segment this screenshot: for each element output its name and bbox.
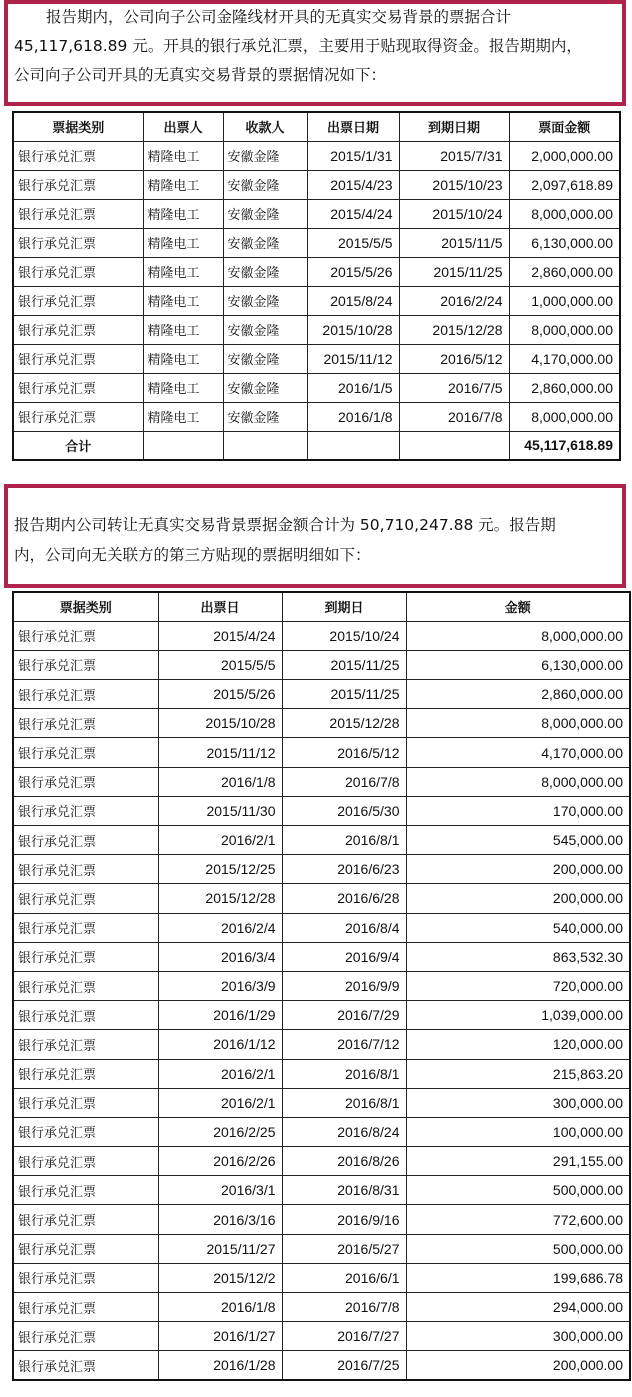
- table-cell: 银行承兑汇票: [13, 1234, 158, 1263]
- table-cell: 2016/8/31: [282, 1176, 406, 1205]
- table-cell: 2015/11/12: [307, 344, 399, 373]
- table-cell: 8,000,000.00: [509, 315, 620, 344]
- table-row: [13, 1351, 630, 1380]
- section1-paragraph: [14, 3, 618, 90]
- table-cell: 银行承兑汇票: [13, 1176, 158, 1205]
- table-row: [13, 884, 630, 913]
- table-cell: 200,000.00: [406, 884, 630, 913]
- table-row: [13, 621, 630, 650]
- table-cell: 772,600.00: [406, 1205, 630, 1234]
- table-cell: 2015/5/5: [158, 650, 282, 679]
- table-cell: 银行承兑汇票: [13, 1147, 158, 1176]
- table-cell: 安徽金隆: [223, 257, 307, 286]
- table-cell: 2015/11/12: [158, 738, 282, 767]
- table-cell: 安徽金隆: [223, 141, 307, 170]
- table-cell: 2016/2/25: [158, 1117, 282, 1146]
- table-cell: 精隆电工: [143, 257, 223, 286]
- table-cell: 银行承兑汇票: [13, 738, 158, 767]
- table-cell: 银行承兑汇票: [13, 942, 158, 971]
- table-cell: 8,000,000.00: [509, 199, 620, 228]
- table-cell: 2016/3/1: [158, 1176, 282, 1205]
- table-cell: 2015/10/23: [399, 170, 509, 199]
- table-cell: 银行承兑汇票: [13, 228, 143, 257]
- table-cell: 2016/7/27: [282, 1322, 406, 1351]
- table-cell: 银行承兑汇票: [13, 402, 143, 431]
- table-cell: 银行承兑汇票: [13, 257, 143, 286]
- table-row: [13, 170, 620, 199]
- table-cell: 500,000.00: [406, 1176, 630, 1205]
- section1-line1: 报告期内，公司向子公司金隆线材开具的无真实交易背景的票据合计: [46, 8, 512, 26]
- table-cell: 精隆电工: [143, 344, 223, 373]
- table-row: [13, 855, 630, 884]
- table-cell: 银行承兑汇票: [13, 680, 158, 709]
- table-cell: 安徽金隆: [223, 315, 307, 344]
- table-cell: 2016/6/1: [282, 1263, 406, 1292]
- table-cell: 2016/9/9: [282, 971, 406, 1000]
- table-cell: 安徽金隆: [223, 286, 307, 315]
- table-cell: 安徽金隆: [223, 170, 307, 199]
- table-cell: 2015/11/25: [282, 650, 406, 679]
- table-row: [13, 1176, 630, 1205]
- table-cell: 精隆电工: [143, 228, 223, 257]
- col-header-payee: 收款人: [223, 112, 307, 141]
- table-cell: 2016/8/4: [282, 913, 406, 942]
- table-cell: 2016/7/8: [399, 402, 509, 431]
- table-cell: 银行承兑汇票: [13, 1117, 158, 1146]
- table-cell: 2015/4/23: [307, 170, 399, 199]
- table-cell: 2015/11/25: [282, 680, 406, 709]
- table-cell: 银行承兑汇票: [13, 709, 158, 738]
- table-cell: 2015/5/26: [307, 257, 399, 286]
- section1-line2: 45,117,618.89 元。开具的银行承兑汇票，主要用于贴现取得资金。报告期期内，: [14, 37, 582, 55]
- table-cell: 2016/1/8: [158, 1293, 282, 1322]
- table-cell: 银行承兑汇票: [13, 650, 158, 679]
- table-cell: 294,000.00: [406, 1293, 630, 1322]
- table-cell: 2016/6/28: [282, 884, 406, 913]
- table-cell: 2015/7/31: [399, 141, 509, 170]
- table-cell: 2016/5/27: [282, 1234, 406, 1263]
- table-cell: 2016/1/8: [307, 402, 399, 431]
- table-row: [13, 257, 620, 286]
- table-cell: 银行承兑汇票: [13, 767, 158, 796]
- table-cell: 8,000,000.00: [509, 402, 620, 431]
- table-cell: 2016/8/24: [282, 1117, 406, 1146]
- table-header-row: [13, 592, 630, 621]
- table-cell: 银行承兑汇票: [13, 170, 143, 199]
- section2-paragraph: [14, 510, 618, 570]
- table-total-row: [13, 431, 620, 460]
- table-row: [13, 796, 630, 825]
- table-cell: 2016/2/1: [158, 826, 282, 855]
- table-cell: 2,860,000.00: [509, 257, 620, 286]
- table-row: [13, 1205, 630, 1234]
- table-cell: 安徽金隆: [223, 199, 307, 228]
- table-cell: 银行承兑汇票: [13, 1322, 158, 1351]
- table-cell: 2016/5/30: [282, 796, 406, 825]
- table-cell: 安徽金隆: [223, 228, 307, 257]
- table-cell: 2015/10/28: [158, 709, 282, 738]
- table-cell: 银行承兑汇票: [13, 855, 158, 884]
- table-row: [13, 650, 630, 679]
- table-cell: 2016/7/8: [282, 767, 406, 796]
- table-cell: 2016/1/29: [158, 1001, 282, 1030]
- table-cell: 6,130,000.00: [406, 650, 630, 679]
- table-cell: 2016/1/5: [307, 373, 399, 402]
- table-cell: 银行承兑汇票: [13, 373, 143, 402]
- col-header-amount: 金额: [406, 592, 630, 621]
- table-cell: 安徽金隆: [223, 373, 307, 402]
- table-cell: 100,000.00: [406, 1117, 630, 1146]
- table-row: [13, 709, 630, 738]
- table-cell: 银行承兑汇票: [13, 1088, 158, 1117]
- table-cell: 215,863.20: [406, 1059, 630, 1088]
- table-cell: 2016/8/1: [282, 1088, 406, 1117]
- table-cell: 2016/1/8: [158, 767, 282, 796]
- table-cell: 安徽金隆: [223, 344, 307, 373]
- table-cell: 2016/2/24: [399, 286, 509, 315]
- table-cell: 2016/8/26: [282, 1147, 406, 1176]
- col-header-issue-date: 出票日期: [307, 112, 399, 141]
- table-cell: 6,130,000.00: [509, 228, 620, 257]
- table-cell: 500,000.00: [406, 1234, 630, 1263]
- table-cell: 2015/12/28: [158, 884, 282, 913]
- col-header-face-amount: 票面金额: [509, 112, 620, 141]
- table-cell: 银行承兑汇票: [13, 826, 158, 855]
- table-cell: 120,000.00: [406, 1030, 630, 1059]
- table-cell: 2016/7/8: [282, 1293, 406, 1322]
- table-cell: 2016/6/23: [282, 855, 406, 884]
- col-header-bill-type: 票据类别: [13, 112, 143, 141]
- bill-issuance-table: [12, 111, 621, 461]
- table-cell: 2016/5/12: [282, 738, 406, 767]
- table-row: [13, 199, 620, 228]
- table-row: [13, 913, 630, 942]
- table-row: [13, 1059, 630, 1088]
- table-row: [13, 315, 620, 344]
- table-cell: 2,097,618.89: [509, 170, 620, 199]
- table-row: [13, 767, 630, 796]
- table-cell: 8,000,000.00: [406, 621, 630, 650]
- table-cell: 银行承兑汇票: [13, 1293, 158, 1322]
- table-cell: 2016/3/9: [158, 971, 282, 1000]
- table-cell: 银行承兑汇票: [13, 1001, 158, 1030]
- table-row: [13, 344, 620, 373]
- table-cell: 精隆电工: [143, 170, 223, 199]
- table-cell: 精隆电工: [143, 199, 223, 228]
- table-cell: 1,000,000.00: [509, 286, 620, 315]
- section1-line3: 公司向子公司开具的无真实交易背景的票据情况如下：: [14, 66, 387, 84]
- table-cell: 2016/2/26: [158, 1147, 282, 1176]
- table-cell: 2015/1/31: [307, 141, 399, 170]
- table-cell: 2015/4/24: [158, 621, 282, 650]
- table-cell: 2016/2/1: [158, 1088, 282, 1117]
- table-cell: 银行承兑汇票: [13, 1263, 158, 1292]
- table-cell: 545,000.00: [406, 826, 630, 855]
- table-cell: 199,686.78: [406, 1263, 630, 1292]
- table-cell: 银行承兑汇票: [13, 1059, 158, 1088]
- table-cell: 2016/7/29: [282, 1001, 406, 1030]
- table-cell: 2015/5/5: [307, 228, 399, 257]
- table-cell: 精隆电工: [143, 315, 223, 344]
- table-cell: 2016/9/16: [282, 1205, 406, 1234]
- col-header-due-date: 到期日期: [399, 112, 509, 141]
- table-cell: 2016/7/25: [282, 1351, 406, 1380]
- table-cell: 2015/12/2: [158, 1263, 282, 1292]
- table-cell: 银行承兑汇票: [13, 971, 158, 1000]
- table-cell: 2015/11/27: [158, 1234, 282, 1263]
- table-row: [13, 1293, 630, 1322]
- table-cell: 精隆电工: [143, 286, 223, 315]
- table-cell: 银行承兑汇票: [13, 884, 158, 913]
- empty-cell: [399, 431, 509, 460]
- table-cell: 720,000.00: [406, 971, 630, 1000]
- table-row: [13, 373, 620, 402]
- empty-cell: [307, 431, 399, 460]
- table-cell: 4,170,000.00: [406, 738, 630, 767]
- table-row: [13, 1030, 630, 1059]
- table-row: [13, 942, 630, 971]
- table-cell: 2016/5/12: [399, 344, 509, 373]
- table-row: [13, 1088, 630, 1117]
- table-cell: 银行承兑汇票: [13, 1030, 158, 1059]
- table-cell: 200,000.00: [406, 855, 630, 884]
- table-cell: 2,860,000.00: [406, 680, 630, 709]
- empty-cell: [143, 431, 223, 460]
- table-cell: 291,155.00: [406, 1147, 630, 1176]
- table-row: [13, 228, 620, 257]
- table-header-row: [13, 112, 620, 141]
- table-cell: 银行承兑汇票: [13, 796, 158, 825]
- table-cell: 8,000,000.00: [406, 709, 630, 738]
- table-cell: 4,170,000.00: [509, 344, 620, 373]
- table-row: [13, 1117, 630, 1146]
- table-cell: 2016/3/16: [158, 1205, 282, 1234]
- table-cell: 2016/1/28: [158, 1351, 282, 1380]
- table-cell: 2,000,000.00: [509, 141, 620, 170]
- table-row: [13, 1001, 630, 1030]
- table-cell: 银行承兑汇票: [13, 621, 158, 650]
- table-cell: 2016/7/12: [282, 1030, 406, 1059]
- table-cell: 银行承兑汇票: [13, 913, 158, 942]
- table-row: [13, 141, 620, 170]
- table-cell: 2015/12/28: [282, 709, 406, 738]
- section2-line1: 报告期内公司转让无真实交易背景票据金额合计为 50,710,247.88 元。报告期: [14, 516, 556, 534]
- table-cell: 银行承兑汇票: [13, 1205, 158, 1234]
- table-cell: 300,000.00: [406, 1088, 630, 1117]
- table-row: [13, 1234, 630, 1263]
- table-cell: 安徽金隆: [223, 402, 307, 431]
- table-cell: 2015/11/25: [399, 257, 509, 286]
- table-cell: 2016/8/1: [282, 1059, 406, 1088]
- total-label: 合计: [13, 431, 143, 460]
- table-cell: 2015/11/30: [158, 796, 282, 825]
- table-row: [13, 680, 630, 709]
- total-value: 45,117,618.89: [509, 431, 620, 460]
- table-cell: 2016/7/5: [399, 373, 509, 402]
- table-cell: 2,860,000.00: [509, 373, 620, 402]
- table-cell: 2015/8/24: [307, 286, 399, 315]
- bill-discount-table: [12, 591, 631, 1381]
- table-cell: 863,532.30: [406, 942, 630, 971]
- table-cell: 银行承兑汇票: [13, 1351, 158, 1380]
- empty-cell: [223, 431, 307, 460]
- table-cell: 银行承兑汇票: [13, 315, 143, 344]
- table-cell: 2015/5/26: [158, 680, 282, 709]
- table-cell: 2015/11/5: [399, 228, 509, 257]
- table-cell: 精隆电工: [143, 141, 223, 170]
- table-cell: 170,000.00: [406, 796, 630, 825]
- table-cell: 1,039,000.00: [406, 1001, 630, 1030]
- table-cell: 2016/9/4: [282, 942, 406, 971]
- table-cell: 2016/1/27: [158, 1322, 282, 1351]
- table-row: [13, 402, 620, 431]
- table-cell: 2016/2/1: [158, 1059, 282, 1088]
- table-row: [13, 971, 630, 1000]
- table-cell: 540,000.00: [406, 913, 630, 942]
- table-cell: 200,000.00: [406, 1351, 630, 1380]
- table-cell: 300,000.00: [406, 1322, 630, 1351]
- table-row: [13, 1263, 630, 1292]
- table-cell: 精隆电工: [143, 373, 223, 402]
- table-cell: 2016/8/1: [282, 826, 406, 855]
- table-row: [13, 738, 630, 767]
- table-cell: 银行承兑汇票: [13, 344, 143, 373]
- table-cell: 精隆电工: [143, 402, 223, 431]
- table-cell: 2015/10/24: [399, 199, 509, 228]
- table-cell: 银行承兑汇票: [13, 199, 143, 228]
- table-cell: 2015/12/28: [399, 315, 509, 344]
- table-cell: 2015/10/28: [307, 315, 399, 344]
- table-row: [13, 1322, 630, 1351]
- table-row: [13, 826, 630, 855]
- table-row: [13, 1147, 630, 1176]
- table-cell: 银行承兑汇票: [13, 141, 143, 170]
- section2-line2: 内，公司向无关联方的第三方贴现的票据明细如下：: [14, 546, 371, 564]
- col-header-issue-date: 出票日: [158, 592, 282, 621]
- table-cell: 2015/4/24: [307, 199, 399, 228]
- col-header-drawer: 出票人: [143, 112, 223, 141]
- col-header-due-date: 到期日: [282, 592, 406, 621]
- table-cell: 2016/3/4: [158, 942, 282, 971]
- col-header-bill-type: 票据类别: [13, 592, 158, 621]
- table-cell: 8,000,000.00: [406, 767, 630, 796]
- table-cell: 银行承兑汇票: [13, 286, 143, 315]
- table-row: [13, 286, 620, 315]
- table-cell: 2015/12/25: [158, 855, 282, 884]
- table-cell: 2016/1/12: [158, 1030, 282, 1059]
- table-cell: 2016/2/4: [158, 913, 282, 942]
- table-cell: 2015/10/24: [282, 621, 406, 650]
